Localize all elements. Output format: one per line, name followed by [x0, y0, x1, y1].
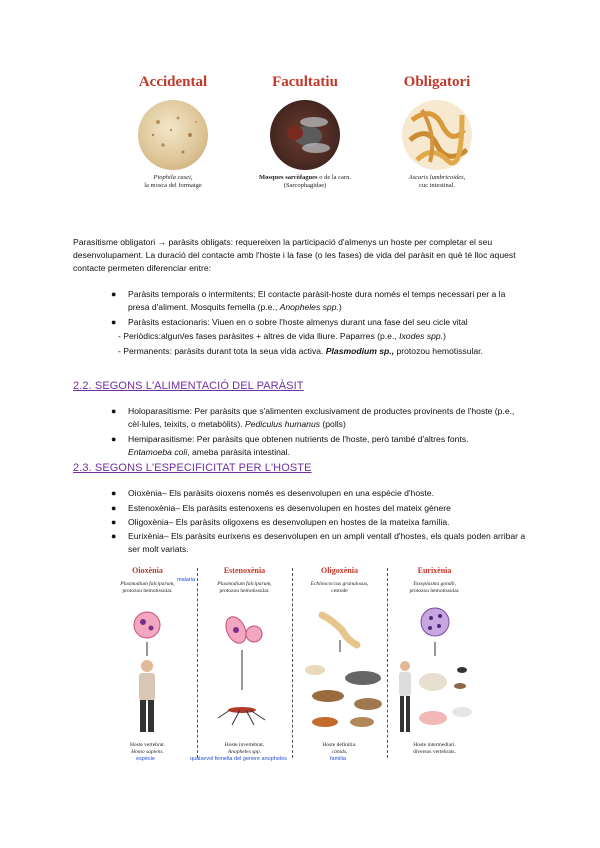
toxoplasma-cell-icon — [421, 608, 449, 636]
sub-permanents: - Permanents: paràsits durant tota la seua vida activa. Plasmodium sp., protozou hemotissular. — [118, 346, 483, 356]
column-sub-eurixenia: Toxoplasma gondii, protozou hemotissular. — [409, 581, 460, 594]
intro-paragraph: Parasitisme obligatori → paràsits obligats: requereixen la participació d'almenys un hoste per completar el seu desenvolupament. La duració del contacte amb l'hoste i la fase (o les fases) de vida del paràsit en què té lloc aquest contacte permeten diferenciar entre: — [73, 237, 516, 273]
column-foot-oligoxenia: Hoste definitiu. cànids. — [322, 742, 357, 755]
figure-heading-obligatori: Obligatori — [403, 74, 471, 90]
mosquito-icon — [218, 707, 265, 725]
bullet-dot: ● — [111, 488, 117, 498]
bullet-estenoxenia: ● Estenoxènia– Els paràsits estenoxens es desenvolupen en hostes del mateix gènere — [111, 503, 451, 513]
bullet-dot: ● — [111, 406, 117, 416]
figure-heading-facultatiu: Facultatiu — [272, 74, 338, 90]
column-foot-oioxenia: Hoste vertebrat. Homo sapiens. — [129, 742, 166, 755]
bullet-hemiparasitisme: ● Hemiparasitisme: Per paràsits que obtenen nutrients de l'hoste, però també d'altres fonts. Entamoeba coli, ameba paràsita intestinal. — [111, 434, 469, 457]
column-heading-estenoxenia: Estenoxènia — [223, 566, 266, 575]
bullet-dot: ● — [111, 434, 117, 444]
cheese-fly-image — [138, 100, 208, 170]
column-sub-estenoxenia: Plasmodium falciparum, protozou hemotissular. — [217, 581, 272, 594]
fly-icon — [270, 100, 340, 170]
column-heading-oligoxenia: Oligoxènia — [321, 566, 358, 575]
bullet-dot: ● — [111, 517, 117, 527]
caption-facultatiu: Mosques sarcòfagues o de la carn. (Sarcophagidae) — [259, 174, 351, 189]
bullet-estacionaris: ● Paràsits estacionaris: Viuen en o sobre l'hoste almenys durant una fase del seu cicle vital — [111, 317, 468, 327]
bullet-temporals: ● Paràsits temporals o intermitents: El contacte paràsit-hoste dura només el temps necessari per a la presa d'aliment. Mosquits femella (p.e., Anopheles spp.) — [111, 289, 506, 312]
host-illustrations — [100, 600, 480, 740]
worm-icon — [402, 100, 472, 170]
handwritten-note-malaria: malaria — [177, 577, 196, 583]
bullet-eurixenia: ● Eurixènia– Els paràsits eurixens es desenvolupen en un ampli ventall d'hostes, els quals poden arribar a ser molt variats. — [111, 531, 526, 554]
bullet-oioxenia: ● Oioxènia– Els paràsits oioxens només es desenvolupen en una espècie d'hoste. — [111, 488, 434, 498]
infected-cell-icon — [134, 612, 160, 638]
canids-icon — [305, 665, 382, 727]
column-heading-eurixenia: Eurixènia — [417, 566, 452, 575]
cheese-texture-icon — [138, 100, 208, 170]
sub-periodics: - Periòdics:algun/es fases paràsites + altres de vida lliure. Paparres (p.e., Ixodes spp.) — [118, 331, 446, 341]
column-heading-oioxenia: Oioxènia — [132, 566, 163, 575]
section-title-alimentacio: 2.2. SEGONS L'ALIMENTACIÓ DEL PARÀSIT — [73, 380, 304, 392]
human-icon — [139, 660, 155, 732]
bullet-oligoxenia: ● Oligoxènia– Els paràsits oligoxens es desenvolupen en hostes de la mateixa família. — [111, 517, 450, 527]
column-foot-estenoxenia: Hoste invertebrat. Anopheles spp. — [224, 742, 265, 755]
bullet-dot: ● — [111, 317, 117, 327]
column-sub-oligoxenia: Echinococcus granulosus, cestode — [310, 581, 369, 594]
bullet-holoparasitisme: ● Holoparasitisme: Per paràsits que s'alimenten exclusivament de productes provinents de l'hoste (p.e., cèl·lules, teixits, o metabòlits). Pediculus humanus (polls) — [111, 406, 515, 429]
section-title-especificitat: 2.3. SEGONS L'ESPECIFICITAT PER L'HOSTE — [73, 462, 312, 474]
caption-obligatori: Ascaris lumbricoides, cuc intestinal. — [408, 174, 466, 189]
intermediate-hosts-icon — [399, 661, 472, 732]
bullet-dot: ● — [111, 289, 117, 299]
handwritten-note-anopheles: qualsevol femella del genere anopheles — [190, 756, 287, 762]
handwritten-note-familia: familia — [330, 756, 346, 762]
column-foot-eurixenia: Hoste intermediari. diversos vertebrats. — [413, 742, 456, 755]
caption-accidental: Piophila casei, la mosca del formatge — [144, 174, 202, 189]
column-sub-oioxenia: Plasmodium falciparum, protozou hemotissular. — [120, 581, 175, 594]
flesh-fly-image — [270, 100, 340, 170]
infected-cells-icon — [222, 614, 262, 647]
roundworm-image — [402, 100, 472, 170]
handwritten-note-especie: espècie — [136, 756, 155, 762]
bullet-dot: ● — [111, 503, 117, 513]
figure-heading-accidental: Accidental — [138, 74, 208, 90]
bullet-dot: ● — [111, 531, 117, 541]
